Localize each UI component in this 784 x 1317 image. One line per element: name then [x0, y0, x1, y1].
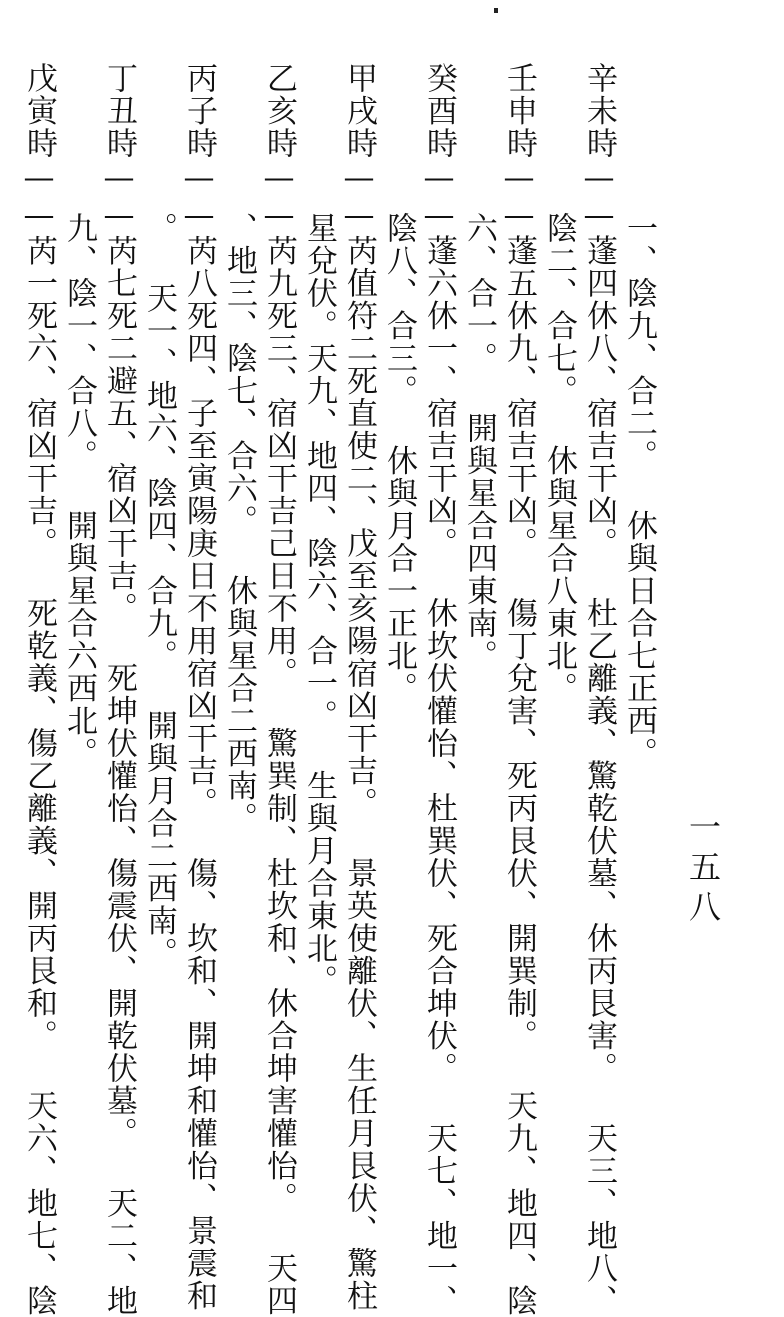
text-column-7: 陰八、合三。 休與月合一正北。	[381, 212, 417, 705]
text-column-16: 戊寅時——芮一死六、宿凶干吉。 死乾義、傷乙離義、開丙艮和。 天六、地七、陰	[21, 62, 57, 1317]
ink-speck	[494, 8, 498, 13]
text-column-3: 陰二、合七。 休與星合八東北。	[541, 212, 577, 705]
text-column-9: 星兌伏。天九、地四、陰六、合一。 生與月合東北。	[301, 212, 337, 997]
text-column-10: 乙亥時——芮九死三、宿凶干吉己日不用。 驚巽制、杜坎和、休合坤害懽怡。 天四	[261, 62, 297, 1317]
text-column-11: 、地三、陰七、合六。 休與星合二西南。	[221, 212, 257, 835]
text-column-14: 丁丑時——芮七死二避五、宿凶干吉。 死坤伏懽怡、傷震伏、開乾伏墓。 天二、地	[101, 62, 137, 1317]
text-column-6: 癸酉時——蓬六休一、宿吉干凶。 休坎伏懽怡、杜巽伏、死合坤伏。 天七、地一、	[421, 62, 457, 1317]
text-column-2: 辛未時——蓬四休八、宿吉干凶。 杜乙離義、驚乾伏墓、休丙艮害。 天三、地八、	[581, 62, 617, 1317]
text-column-1: 一、陰九、合二。 休與日合七正西。	[621, 212, 657, 770]
text-column-15: 九、陰一、合八。 開與星合六西北。	[61, 212, 97, 770]
text-column-8: 甲戌時——芮值符二死直使二、戊至亥陽宿凶干吉。 景英使離伏、生任月艮伏、驚柱	[341, 62, 377, 1312]
text-column-5: 六、合一。 開與星合四東南。	[461, 212, 497, 672]
text-column-4: 壬申時——蓬五休九、宿吉干凶。 傷丁兌害、死丙艮伏、開巽制。 天九、地四、陰	[501, 62, 537, 1317]
text-column-13: 。 天一、地六、陰四、合九。 開與月合二西南。	[141, 212, 177, 970]
text-column-12: 丙子時——芮八死四、子至寅陽庚日不用宿凶干吉。 傷、坎和、開坤和懽怡、景震和	[181, 62, 217, 1312]
page-number: 一五八	[684, 810, 722, 930]
